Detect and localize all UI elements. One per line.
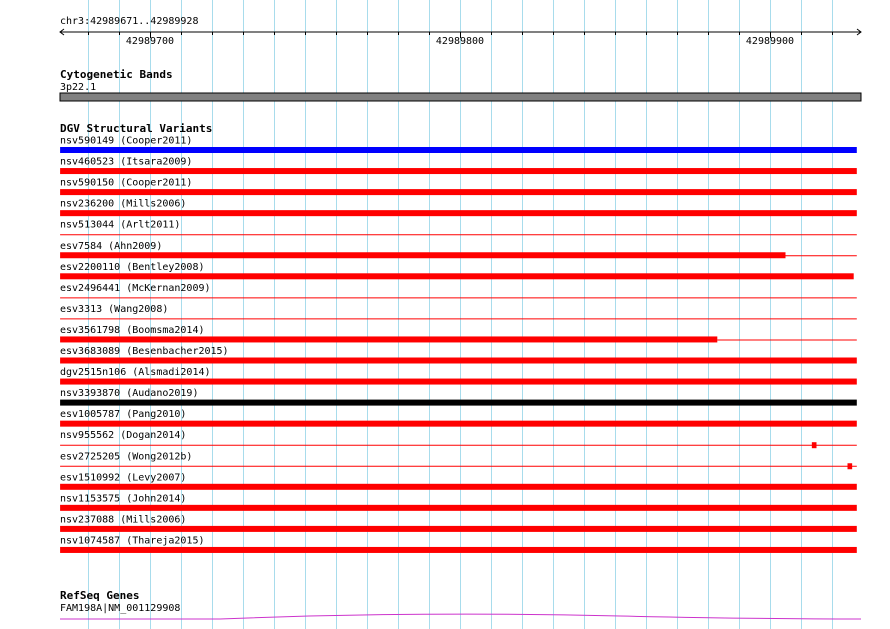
dgv-feature-row[interactable] [60, 325, 857, 343]
dgv-track[interactable] [60, 122, 857, 553]
dgv-feature-row[interactable] [60, 178, 857, 196]
cytoband-label: 3p22.1 [60, 82, 97, 93]
dgv-features [60, 136, 857, 553]
dgv-feature-label: nsv1074587 (Thareja2015) [60, 535, 205, 547]
dgv-feature-label: esv7584 (Ahn2009) [60, 240, 163, 252]
dgv-feature-row[interactable] [60, 304, 857, 319]
dgv-feature-label: nsv237088 (Mills2006) [60, 514, 187, 526]
dgv-feature-row[interactable] [60, 241, 857, 259]
dgv-feature-label: esv3561798 (Boomsma2014) [60, 324, 205, 336]
dgv-feature-bar[interactable] [60, 168, 857, 174]
dgv-feature-label: esv1510992 (Levy2007) [60, 472, 187, 484]
cytoband-bar[interactable] [60, 93, 861, 101]
dgv-feature-row[interactable] [60, 514, 857, 532]
dgv-feature-label: nsv955562 (Dogan2014) [60, 430, 187, 442]
dgv-feature-label: nsv1153575 (John2014) [60, 493, 187, 505]
dgv-feature-row[interactable] [60, 283, 857, 298]
dgv-feature-label: esv3683089 (Besenbacher2015) [60, 346, 229, 357]
dgv-feature-row[interactable] [60, 220, 857, 235]
dgv-feature-bar[interactable] [60, 421, 857, 427]
dgv-feature-row[interactable] [60, 136, 857, 154]
dgv-feature-bar[interactable] [60, 400, 857, 406]
dgv-feature-label: esv2725205 (Wong2012b) [60, 451, 193, 463]
dgv-feature-label: nsv590150 (Cooper2011) [60, 177, 193, 189]
dgv-feature-bar[interactable] [60, 336, 717, 342]
dgv-feature-bar[interactable] [60, 147, 857, 153]
dgv-feature-label: nsv590149 (Cooper2011) [60, 135, 193, 147]
dgv-feature-row[interactable] [60, 262, 854, 280]
dgv-feature-row[interactable] [60, 451, 857, 469]
dgv-feature-row[interactable] [60, 472, 857, 490]
ruler-major-label: 42989900 [745, 36, 795, 47]
ruler-major-label: 42989800 [435, 36, 485, 47]
dgv-feature-label: esv3313 (Wang2008) [60, 303, 169, 315]
dgv-feature-block[interactable] [812, 442, 817, 448]
ruler-major-label: 42989700 [125, 36, 175, 47]
dgv-feature-bar[interactable] [60, 484, 857, 490]
dgv-feature-row[interactable] [60, 388, 857, 406]
dgv-feature-bar[interactable] [60, 505, 857, 511]
dgv-feature-row[interactable] [60, 199, 857, 217]
dgv-feature-bar[interactable] [60, 273, 854, 279]
dgv-feature-row[interactable] [60, 367, 857, 385]
dgv-feature-label: nsv513044 (Arlt2011) [60, 219, 181, 231]
region-label: chr3:42989671..42989928 [60, 16, 199, 27]
dgv-feature-row[interactable] [60, 409, 857, 427]
dgv-feature-bar[interactable] [60, 379, 857, 385]
dgv-feature-bar[interactable] [60, 547, 857, 553]
track-title-cytoband: Cytogenetic Bands [60, 68, 173, 81]
dgv-feature-row[interactable] [60, 346, 857, 364]
dgv-feature-label: esv1005787 (Pang2010) [60, 409, 187, 421]
dgv-feature-bar[interactable] [60, 252, 785, 258]
dgv-feature-label: dgv2515n106 (Alsmadi2014) [60, 367, 211, 379]
dgv-feature-label: nsv3393870 (Audano2019) [60, 388, 199, 400]
track-title-refseq: RefSeq Genes [60, 589, 140, 602]
dgv-feature-bar[interactable] [60, 189, 857, 195]
dgv-feature-row[interactable] [60, 430, 857, 448]
dgv-feature-label: nsv460523 (Itsara2009) [60, 156, 193, 168]
dgv-feature-row[interactable] [60, 493, 857, 511]
dgv-feature-bar[interactable] [60, 526, 857, 532]
refseq-gene-label: FAM198A|NM_001129908 [60, 603, 181, 614]
dgv-feature-row[interactable] [60, 535, 857, 553]
dgv-feature-label: esv2496441 (McKernan2009) [60, 282, 211, 294]
dgv-feature-bar[interactable] [60, 358, 857, 364]
track-title-dgv: DGV Structural Variants [60, 122, 213, 135]
dgv-feature-bar[interactable] [60, 210, 857, 216]
dgv-feature-label: esv2200110 (Bentley2008) [60, 261, 205, 273]
dgv-feature-row[interactable] [60, 157, 857, 175]
dgv-feature-label: nsv236200 (Mills2006) [60, 198, 187, 210]
dgv-feature-block[interactable] [848, 463, 853, 469]
